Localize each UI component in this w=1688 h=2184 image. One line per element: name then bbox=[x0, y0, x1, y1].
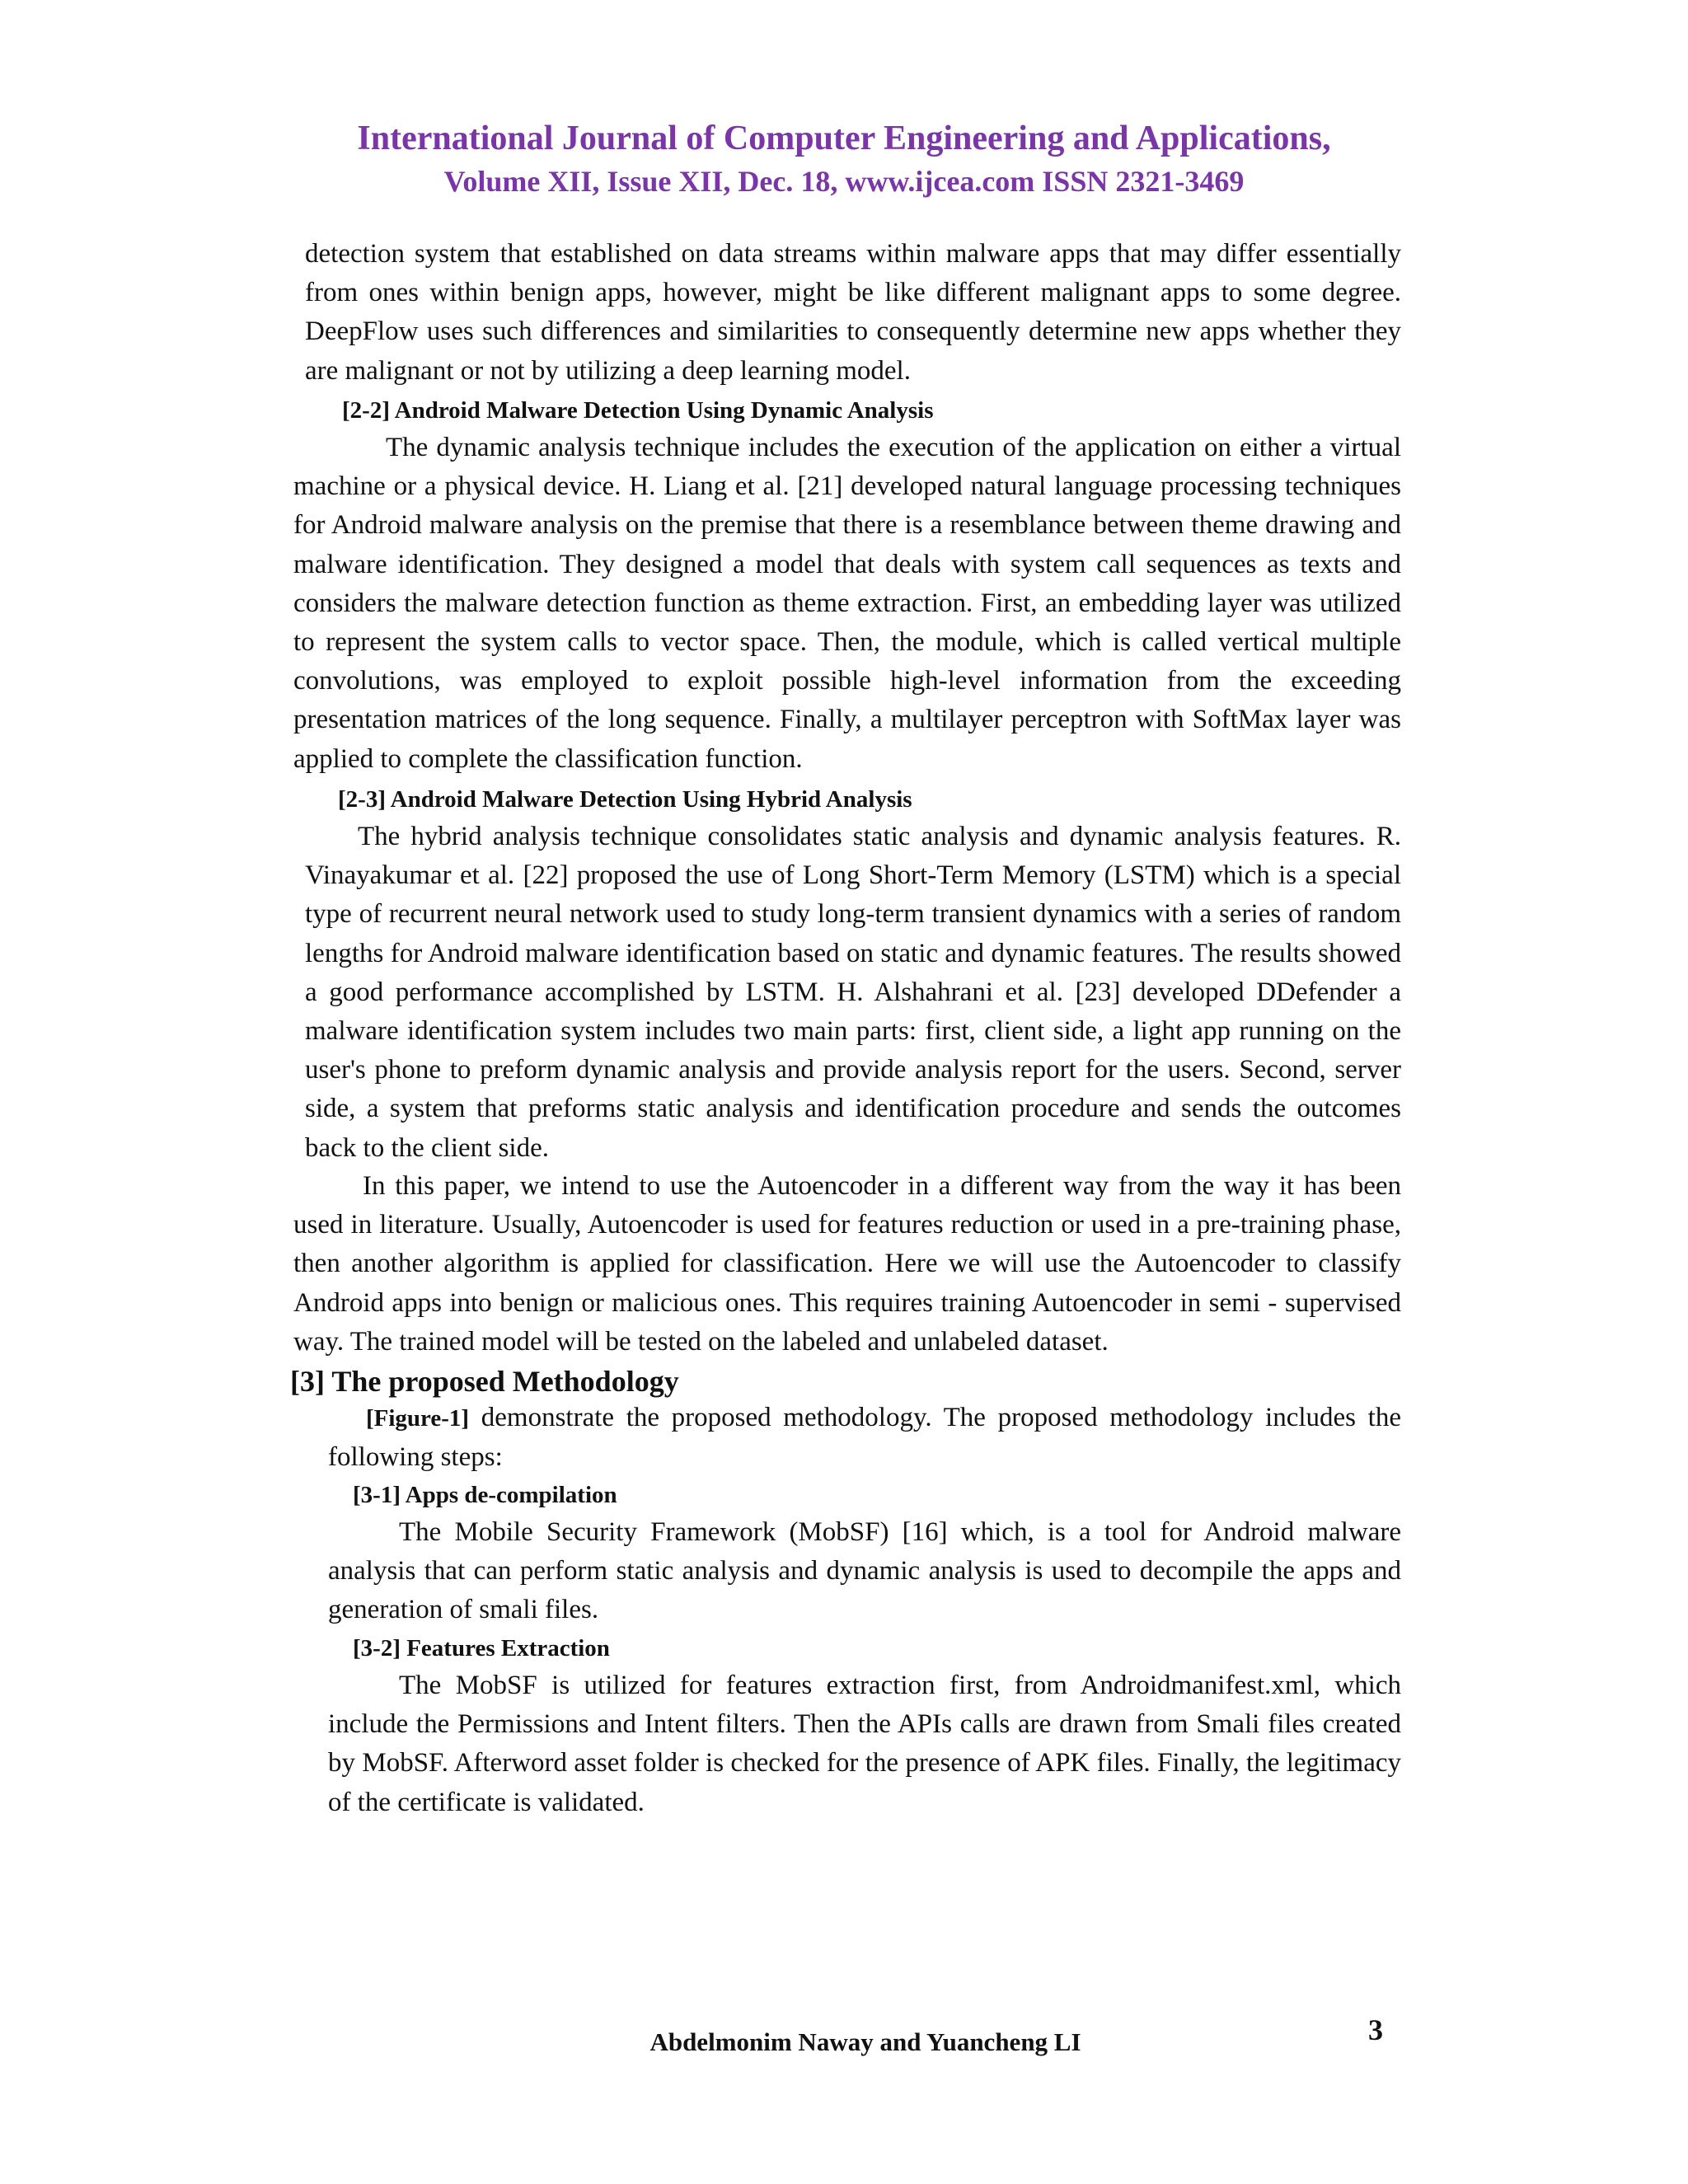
journal-subtitle: Volume XII, Issue XII, Dec. 18, www.ijcea.com ISSN 2321-3469 bbox=[443, 165, 1245, 198]
paragraph-features-extraction: The MobSF is utilized for features extraction first, from Androidmanifest.xml, which include the Permissions and Intent filters. Then the APIs calls are drawn from Smali files created by MobSF. Afterword asset folder is checked for the presence of APK files. Finally, the legitimacy of the certificate is validated. bbox=[328, 1671, 1401, 1817]
section-heading-methodology: [3] The proposed Methodology bbox=[290, 1365, 679, 1398]
footer-authors: Abdelmonim Naway and Yuancheng LI bbox=[649, 2027, 1081, 2056]
subheading-apps-decompilation: [3-1] Apps de-compilation bbox=[353, 1482, 617, 1508]
paragraph-decompilation: The Mobile Security Framework (MobSF) [16] which, is a tool for Android malware analysis that can perform static analysis and dynamic analysis is used to decompile the apps and generation of smali files. bbox=[328, 1517, 1401, 1625]
journal-title: International Journal of Computer Engineering and Applications, bbox=[357, 120, 1331, 157]
page-number: 3 bbox=[1368, 2013, 1383, 2046]
methodology-intro-text: demonstrate the proposed methodology. The proposed methodology includes the following steps: bbox=[328, 1403, 1401, 1473]
subheading-hybrid-analysis: [2-3] Android Malware Detection Using Hybrid Analysis bbox=[338, 786, 912, 813]
paragraph-dynamic-analysis: The dynamic analysis technique includes the execution of the application on either a virtual machine or a physical device. H. Liang et al. [21] developed natural language processing techniques for Android malware analysis on the premise that there is a resemblance between theme drawing and malware identification. They designed a model that deals with system call sequences as texts and considers the malware detection function as theme extraction. First, an embedding layer was utilized to represent the system calls to vector space. Then, the module, which is called vertical multiple convolutions, was employed to exploit possible high-level information from the exceeding presentation matrices of the long sequence. Finally, a multilayer perceptron with SoftMax layer was applied to complete the classification function. bbox=[293, 433, 1401, 774]
paragraph-methodology-intro bbox=[328, 1399, 1401, 1477]
paragraph-hybrid-analysis: The hybrid analysis technique consolidates static analysis and dynamic analysis features. R. Vinayakumar et al. [22] proposed the use of Long Short-Term Memory (LSTM) which is a special type of recurrent neural network used to study long-term transient dynamics with a series of random lengths for Android malware identification based on static and dynamic features. The results showed a good performance accomplished by LSTM. H. Alshahrani et al. [23] developed DDefender a malware identification system includes two main parts: first, client side, a light app running on the user's phone to preform dynamic analysis and provide analysis report for the users. Second, server side, a system that preforms static analysis and identification procedure and sends the outcomes back to the client side. bbox=[305, 822, 1401, 1163]
subheading-dynamic-analysis: [2-2] Android Malware Detection Using Dynamic Analysis bbox=[342, 397, 934, 424]
paragraph-deepflow: detection system that established on data streams within malware apps that may differ essentially from ones within benign apps, however, might be like different malignant apps to some degree. DeepFlow uses such differences and similarities to consequently determine new apps whether they are malignant or not by utilizing a deep learning model. bbox=[305, 239, 1401, 386]
journal-header bbox=[0, 115, 1688, 201]
figure-reference: [Figure-1] bbox=[366, 1405, 470, 1432]
paragraph-paper-intent: In this paper, we intend to use the Autoencoder in a different way from the way it has been used in literature. Usually, Autoencoder is used for features reduction or used in a pre-training phase, then another algorithm is applied for classification. Here we will use the Autoencoder to classify Android apps into benign or malicious ones. This requires training Autoencoder in semi - supervised way. The trained model will be tested on the labeled and unlabeled dataset. bbox=[293, 1171, 1401, 1357]
subheading-features-extraction: [3-2] Features Extraction bbox=[353, 1635, 610, 1661]
